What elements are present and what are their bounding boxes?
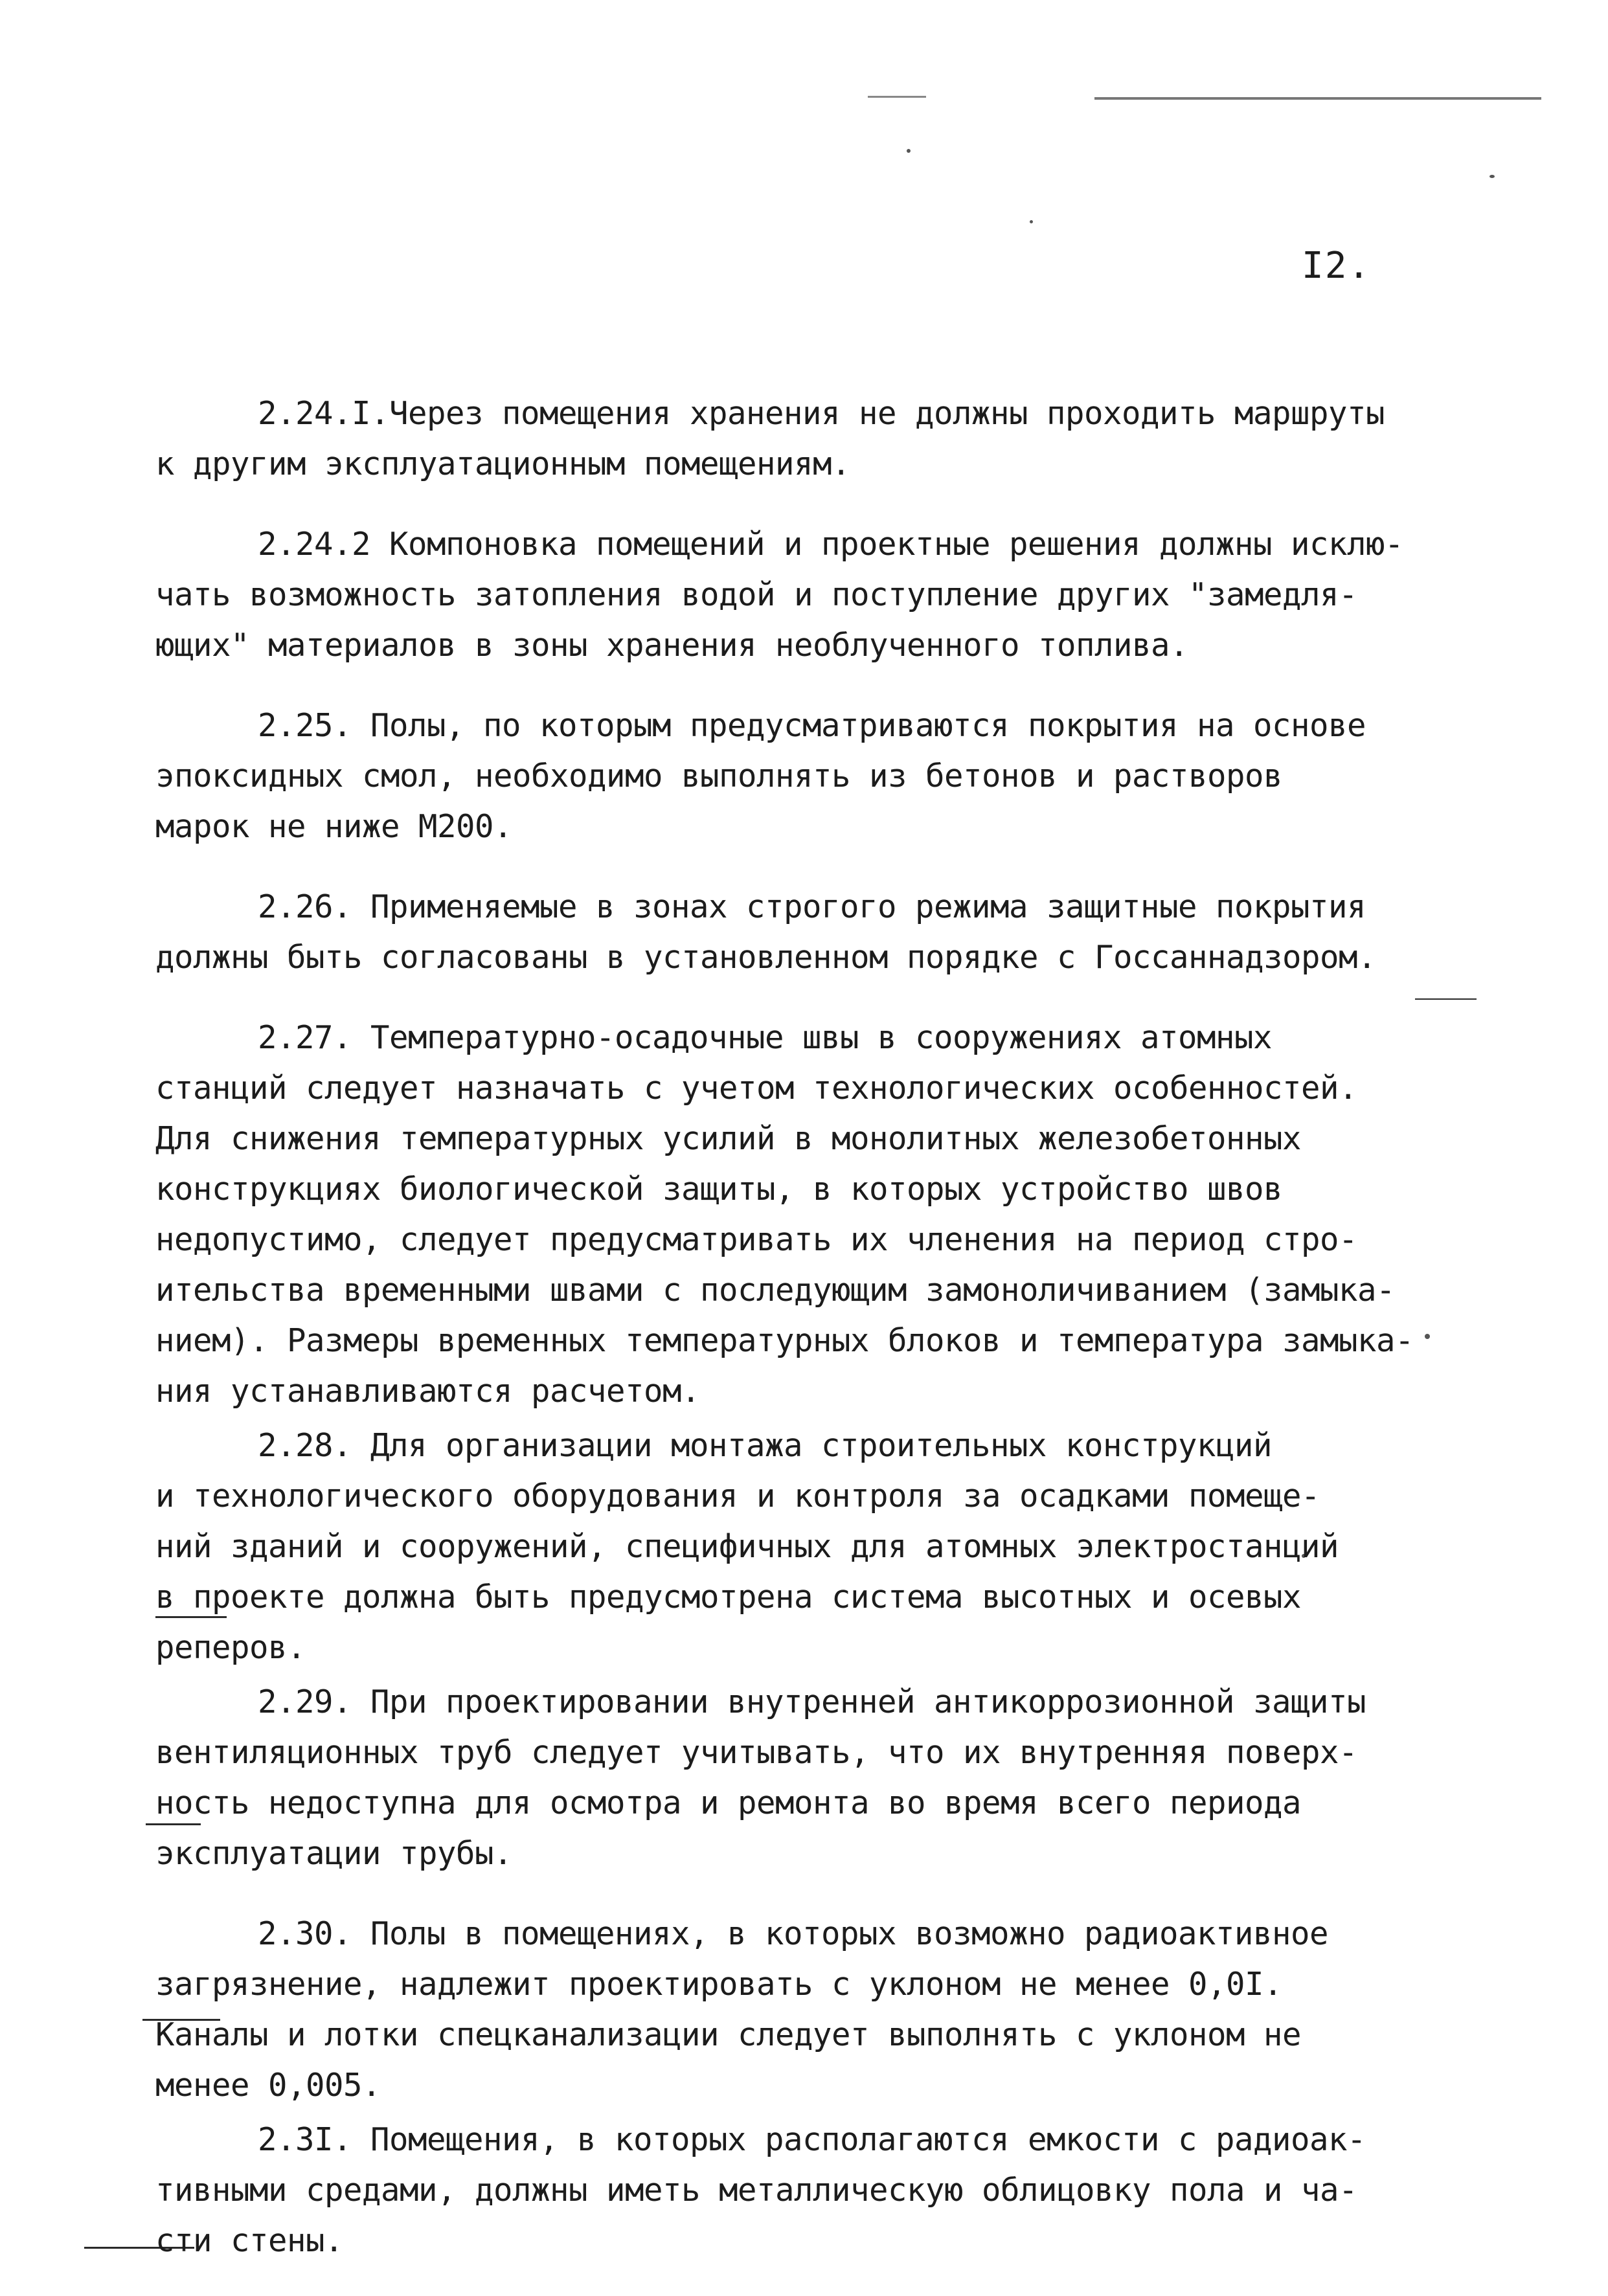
text-line: 2.28. Для организации монтажа строительных конструкций — [258, 1427, 1273, 1464]
text-line: и технологического оборудования и контроля за осадками помеще- — [155, 1478, 1320, 1514]
clause-2-30 — [155, 1909, 1470, 2111]
text-line: ния устанавливаются расчетом. — [155, 1373, 701, 1410]
text-line: ющих" материалов в зоны хранения необлученного топлива. — [155, 627, 1189, 664]
text-line: эпоксидных смол, необходимо выполнять из бетонов и растворов — [155, 758, 1283, 794]
text-line: ний зданий и сооружений, специфичных для атомных электростанций — [155, 1528, 1339, 1565]
scan-speck — [907, 149, 911, 153]
clause-2-31 — [155, 2115, 1470, 2266]
scan-mark-top-mid — [868, 96, 926, 98]
text-line: марок не ниже М200. — [155, 808, 513, 845]
text-line: ность недоступна для осмотра и ремонта во время всего периода — [155, 1784, 1302, 1821]
text-line: конструкциях биологической защиты, в которых устройство швов — [155, 1171, 1283, 1208]
text-line: станций следует назначать с учетом технологических особенностей. — [155, 1070, 1358, 1107]
text-line: нием). Размеры временных температурных блоков и температура замыка- — [155, 1322, 1414, 1359]
text-line: менее 0,005. — [155, 2067, 381, 2104]
text-line: в проекте должна быть предусмотрена система высотных и осевых — [155, 1579, 1302, 1615]
text-line: реперов. — [155, 1629, 306, 1666]
scan-mark-top-right — [1094, 97, 1541, 100]
text-line: 2.29. При проектировании внутренней антикоррозионной защиты — [258, 1683, 1366, 1720]
text-line: 2.24.2 Компоновка помещений и проектные решения должны исклю- — [258, 526, 1404, 563]
clause-2-28 — [155, 1421, 1470, 1673]
document-body — [155, 388, 1470, 2296]
page-number: I2. — [1302, 245, 1372, 287]
text-line: к другим эксплуатационным помещениям. — [155, 445, 851, 482]
text-line: Для снижения температурных усилий в монолитных железобетонных — [155, 1120, 1302, 1157]
scan-speck — [1489, 175, 1495, 178]
text-line: 2.24.I.Через помещения хранения не должны проходить маршруты — [258, 395, 1385, 432]
clause-2-24-1 — [155, 388, 1470, 490]
clause-2-26 — [155, 882, 1470, 983]
clause-2-25 — [155, 701, 1470, 852]
text-line: 2.26. Применяемые в зонах строгого режима защитные покрытия — [258, 888, 1366, 925]
clause-2-27 — [155, 1013, 1470, 1417]
text-line: Каналы и лотки спецканализации следует выполнять с уклоном не — [155, 2016, 1302, 2053]
text-line: эксплуатации трубы. — [155, 1835, 513, 1872]
text-line: 2.3I. Помещения, в которых располагаются емкости с радиоак- — [258, 2121, 1366, 2158]
text-line: вентиляционных труб следует учитывать, что их внутренняя поверх- — [155, 1734, 1358, 1771]
scan-speck — [1030, 220, 1033, 223]
text-line: сти стены. — [155, 2222, 344, 2259]
clause-2-29 — [155, 1677, 1470, 1879]
text-line: загрязнение, надлежит проектировать с уклоном не менее 0,0I. — [155, 1966, 1283, 2003]
text-line: 2.25. Полы, по которым предусматриваются покрытия на основе — [258, 707, 1366, 744]
text-line: тивными средами, должны иметь металлическую облицовку пола и ча- — [155, 2172, 1358, 2209]
text-line: ительства временными швами с последующим замоноличиванием (замыка- — [155, 1272, 1396, 1309]
text-line: 2.30. Полы в помещениях, в которых возможно радиоактивное — [258, 1915, 1329, 1952]
text-line: чать возможность затопления водой и поступление других "замедля- — [155, 576, 1358, 613]
text-line: недопустимо, следует предусматривать их членения на период стро- — [155, 1221, 1358, 1258]
clause-2-24-2 — [155, 519, 1470, 671]
text-line: 2.27. Температурно-осадочные швы в сооружениях атомных — [258, 1019, 1273, 1056]
text-line: должны быть согласованы в установленном порядке с Госсаннадзором. — [155, 939, 1377, 976]
